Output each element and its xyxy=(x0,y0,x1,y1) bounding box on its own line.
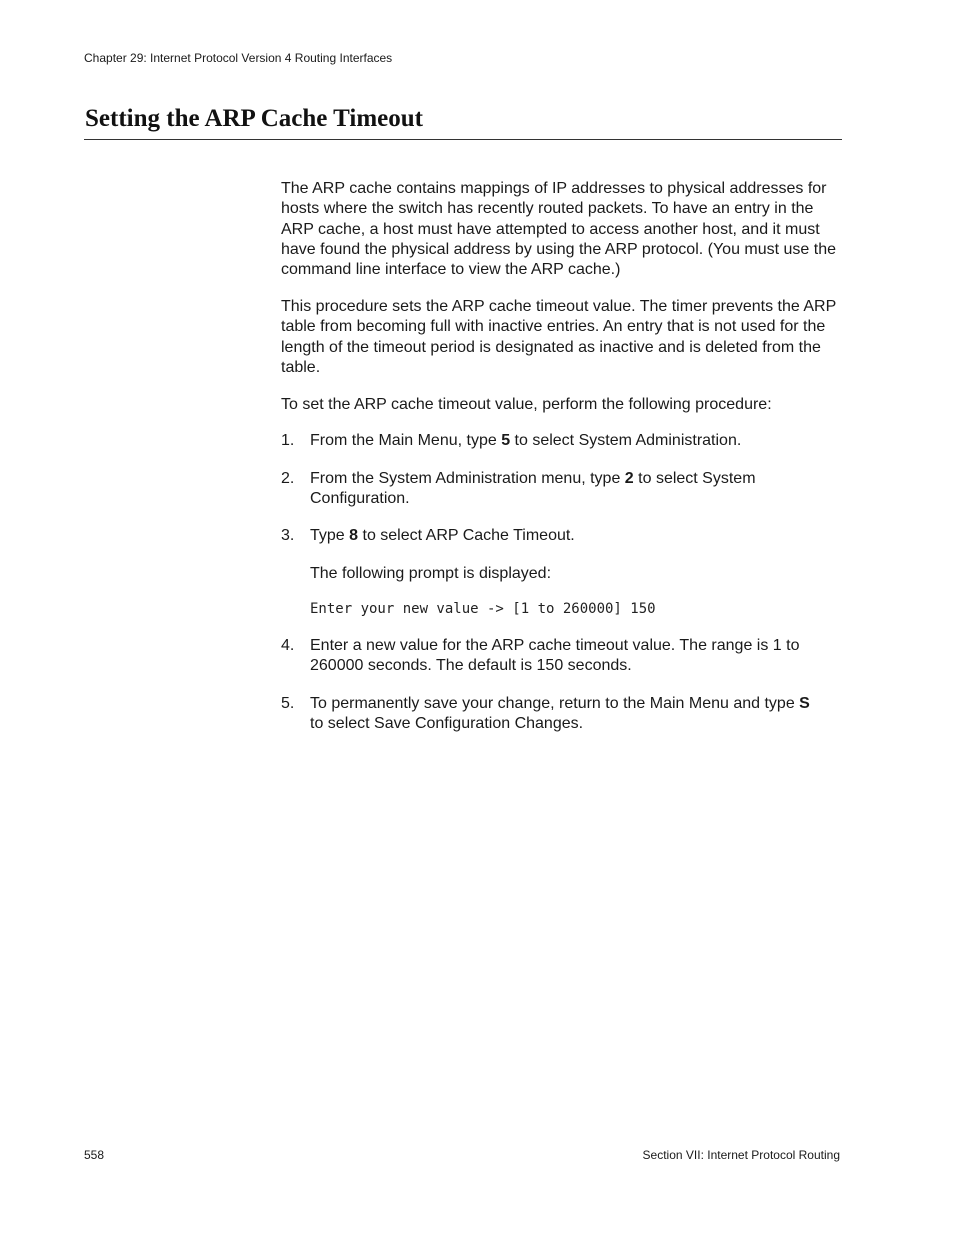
step-2 xyxy=(281,469,846,510)
step-text: To permanently save your change, return to the Main Menu and type S to select Save Configuration Changes. xyxy=(310,694,810,732)
step-key: 8 xyxy=(349,527,359,545)
purpose-paragraph: This procedure sets the ARP cache timeout value. The timer prevents the ARP table from becoming full with inactive entries. An entry that is not used for the length of the timeout period is designated as inactive and is deleted from the table. xyxy=(281,297,836,376)
step-number: 2. xyxy=(281,469,295,487)
procedure-steps xyxy=(281,431,846,734)
title-rule xyxy=(84,139,842,140)
step-number: 4. xyxy=(281,636,295,654)
page-number: 558 xyxy=(84,1148,105,1162)
step-text: Type 8 to select ARP Cache Timeout. xyxy=(310,527,575,545)
step-1 xyxy=(281,431,846,451)
running-header: Chapter 29: Internet Protocol Version 4 Routing Interfaces xyxy=(84,51,393,65)
step-4 xyxy=(281,636,846,677)
step-text: From the Main Menu, type 5 to select System Administration. xyxy=(310,432,742,450)
step-key: 5 xyxy=(501,432,511,450)
intro-paragraph: The ARP cache contains mappings of IP addresses to physical addresses for hosts where the switch has recently routed packets. To have an entry in the ARP cache, a host must have attempted to access another host, and it must have found the physical address by using the ARP protocol. (You must use the command line interface to view the ARP cache.) xyxy=(281,180,837,279)
step-key: 2 xyxy=(624,469,634,487)
step-3 xyxy=(281,526,846,619)
section-title: Setting the ARP Cache Timeout xyxy=(85,105,423,132)
step-number: 1. xyxy=(281,432,295,450)
prompt-code: Enter your new value -> [1 to 260000] 150 xyxy=(310,600,656,617)
step-text: From the System Administration menu, type 2 to select System Configuration. xyxy=(310,469,756,508)
step-number: 5. xyxy=(281,694,295,712)
step-number: 3. xyxy=(281,527,295,545)
step-text: Enter a new value for the ARP cache timeout value. The range is 1 to 260000 seconds. The default is 150 seconds. xyxy=(310,636,800,675)
running-footer: Section VII: Internet Protocol Routing xyxy=(642,1148,840,1162)
procedure-lead-paragraph: To set the ARP cache timeout value, perform the following procedure: xyxy=(281,395,772,413)
prompt-intro: The following prompt is displayed: xyxy=(310,564,552,582)
step-5 xyxy=(281,694,846,735)
step-key: S xyxy=(799,694,810,712)
body-content xyxy=(281,179,846,751)
